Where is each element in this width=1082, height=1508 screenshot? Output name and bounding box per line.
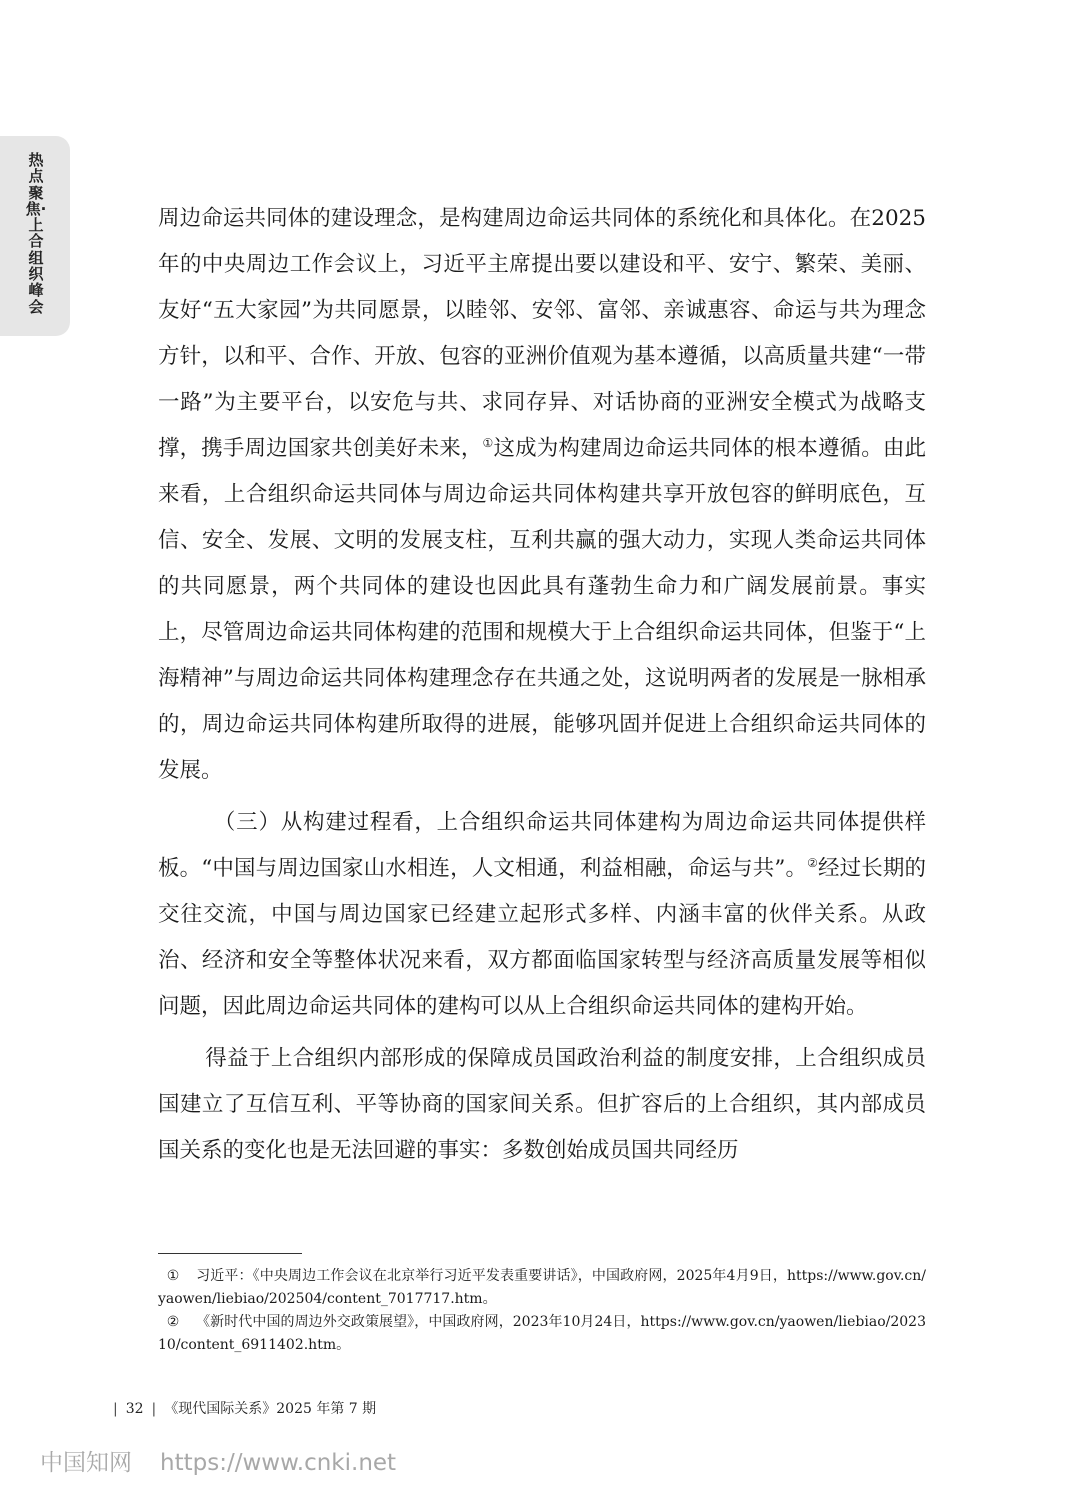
paragraph-1: 周边命运共同体的建设理念，是构建周边命运共同体的系统化和具体化。在2025年的中央周边工作会议上，习近平主席提出要以建设和平、安宁、繁荣、美丽、友好“五大家园”为共同愿景，以睦邻、安邻、富邻、亲诚惠容、命运与共为理念方针，以和平、合作、开放、包容的亚洲价值观为基本遵循，以高质量共建“一带一路”为主要平台，以安危与共、求同存异、对话协商的亚洲安全模式为战略支撑，携手周边国家共创美好未来，①这成为构建周边命运共同体的根本遵循。由此来看，上合组织命运共同体与周边命运共同体构建共享开放包容的鲜明底色，互信、安全、发展、文明的发展支柱，互利共赢的强大动力，实现人类命运共同体的共同愿景，两个共同体的建设也因此具有蓬勃生命力和广阔发展前景。事实上，尽管周边命运共同体构建的范围和规模大于上合组织命运共同体，但鉴于“上海精神”与周边命运共同体构建理念存在共通之处，这说明两者的发展是一脉相承的，周边命运共同体构建所取得的进展，能够巩固并促进上合组织命运共同体的发展。 <box>158 206 926 783</box>
article-body <box>158 196 926 1174</box>
watermark-url: https://www.cnki.net <box>160 1450 397 1476</box>
watermark-brand: 中国知网 <box>40 1450 132 1476</box>
publication-name: 《现代国际关系》2025 年第 7 期 <box>164 1401 377 1417</box>
page-footer: | 32 | 《现代国际关系》2025 年第 7 期 <box>113 1401 377 1417</box>
paragraph-3: 得益于上合组织内部形成的保障成员国政治利益的制度安排，上合组织成员国建立了互信互利、平等协商的国家间关系。但扩容后的上合组织，其内部成员国关系的变化也是无法回避的事实：多数创始成员国共同经历 <box>158 1046 926 1163</box>
page-number: 32 <box>125 1401 144 1417</box>
watermark <box>40 1444 396 1477</box>
footnote-ref-2[interactable]: ② <box>807 855 818 870</box>
footnote-2: ② 《新时代中国的周边外交政策展望》，中国政府网，2023年10月24日，https://www.gov.cn/yaowen/liebiao/202310/content_6911402.htm。 <box>158 1314 926 1353</box>
footnote-1: ① 习近平：《中央周边工作会议在北京举行习近平发表重要讲话》，中国政府网，2025年4月9日，https://www.gov.cn/yaowen/liebiao/202504/content_7017717.htm。 <box>158 1268 926 1307</box>
footnotes <box>158 1265 926 1357</box>
paragraph-2: （三）从构建过程看，上合组织命运共同体建构为周边命运共同体提供样板。“中国与周边国家山水相连，人文相通，利益相融，命运与共”。②经过长期的交往交流，中国与周边国家已经建立起形式多样、内涵丰富的伙伴关系。从政治、经济和安全等整体状况来看，双方都面临国家转型与经济高质量发展等相似问题，因此周边命运共同体的建构可以从上合组织命运共同体的建构开始。 <box>158 810 926 1019</box>
footnote-ref-1[interactable]: ① <box>482 435 494 450</box>
section-label: 热点聚焦·上合组织峰会 <box>25 151 47 316</box>
footnote-divider <box>158 1253 302 1254</box>
